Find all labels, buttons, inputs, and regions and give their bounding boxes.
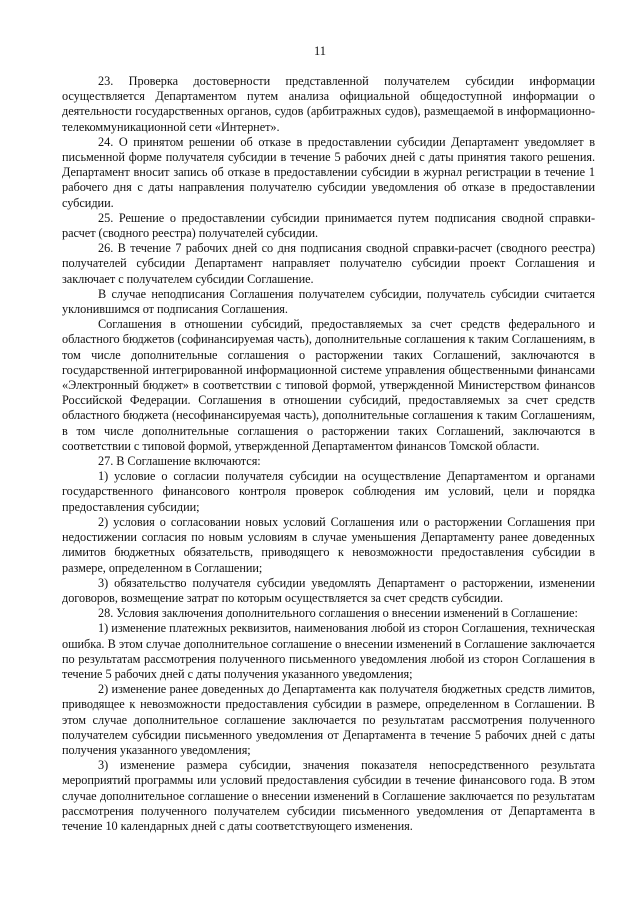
paragraph-28-item-3: 3) изменение размера субсидии, значения показателя непосредственного результата мероприятий программы или условий предоставления субсидии в течение финансового года. В этом случае дополнительное соглашение о внесении изменений в Соглашение заключается по результатам рассмотрения полученного получателем субсидии письменного уведомления от Департамента в течение 10 календарных дней с даты соответствующего изменения. (62, 758, 595, 833)
paragraph-28-heading: 28. Условия заключения дополнительного соглашения о внесении изменений в Соглашение: (98, 606, 578, 621)
paragraph-27-item-2: 2) условия о согласовании новых условий Соглашения или о расторжении Соглашения при недостижении согласия по новым условиям в случае уменьшения Департаменту ранее доведенных лимитов бюджетных обязательств, приводящего к невозможности предоставления субсидии в размере, определенном в Соглашении; (62, 514, 595, 575)
document-body (62, 74, 595, 834)
paragraph-unsigned-agreement: В случае неподписания Соглашения получателем субсидии, получатель субсидии считается уклонившимся от подписания Соглашения. (62, 286, 595, 317)
paragraph-24-refusal-notice: 24. О принятом решении об отказе в предоставлении субсидии Департамент уведомляет в письменной форме получателя субсидии в течение 5 рабочих дней с даты принятия такого решения. Департамент вносит запись об отказе в предоставлении субсидии в журнал регистрации в течение 1 рабочего дня с даты направления получателю субсидии уведомления об отказе в предоставлении субсидии. (62, 134, 595, 210)
paragraph-25-decision: 25. Решение о предоставлении субсидии принимается путем подписания сводной справки-расчет (сводного реестра) получателей субсидии. (62, 210, 595, 241)
paragraph-27-heading: 27. В Соглашение включаются: (98, 454, 261, 469)
paragraph-23-verification: 23. Проверка достоверности представленной получателем субсидии информации осуществляется Департаментом путем анализа официальной общедоступной информации о деятельности государственных органов, судов (арбитражных судов), размещаемой в информационно-телекоммуникационной сети «Интернет». (62, 74, 595, 134)
paragraph-26-agreement-term: 26. В течение 7 рабочих дней со дня подписания сводной справки-расчет (сводного реестра) получателей субсидии Департамент направляет получателю субсидии проект Соглашения и заключает с получателем субсидии Соглашение. (62, 241, 595, 286)
paragraph-27-item-3: 3) обязательство получателя субсидии уведомлять Департамент о расторжении, изменении договоров, возмещение затрат по которым осуществляется за счет средств субсидии. (62, 575, 595, 605)
paragraph-27-item-1: 1) условие о согласии получателя субсидии на осуществление Департаментом и органами государственного финансового контроля проверок соблюдения им условий, цели и порядка предоставления субсидии; (62, 469, 595, 514)
paragraph-28-item-2: 2) изменение ранее доведенных до Департамента как получателя бюджетных средств лимитов, приводящее к невозможности предоставления субсидии в размере, определенном в Соглашении. В этом случае дополнительное соглашение заключается по результатам рассмотрения полученного получателем субсидии письменного уведомления от Департамента в течение 5 рабочих дней с даты получения указанного уведомления; (62, 682, 595, 757)
paragraph-agreement-forms: Соглашения в отношении субсидий, предоставляемых за счет средств федерального и областного бюджетов (софинансируемая часть), дополнительные соглашения к таким Соглашениям, в том числе дополнительные соглашения о расторжении таких Соглашений, заключаются в государственной интегрированной информационной системе управления общественными финансами «Электронный бюджет» в соответствии с типовой формой, утвержденной Министерством финансов Российской Федерации. Соглашения в отношении субсидий, предоставляемых за счет средств областного бюджета (несофинансируемая часть), дополнительные соглашения к таким Соглашениям, в том числе дополнительные соглашения о расторжении таких Соглашений, заключаются в соответствии с типовой формой, утвержденной Департаментом финансов Томской области. (62, 317, 595, 453)
paragraph-28-item-1: 1) изменение платежных реквизитов, наименования любой из сторон Соглашения, техническая ошибка. В этом случае дополнительное соглашение о внесении изменений в Соглашение заключается по результатам рассмотрения полученного письменного уведомления любой из сторон Соглашения в течение 5 рабочих дней с даты получения указанного уведомления; (62, 621, 595, 681)
page-number: 11 (313, 44, 327, 58)
